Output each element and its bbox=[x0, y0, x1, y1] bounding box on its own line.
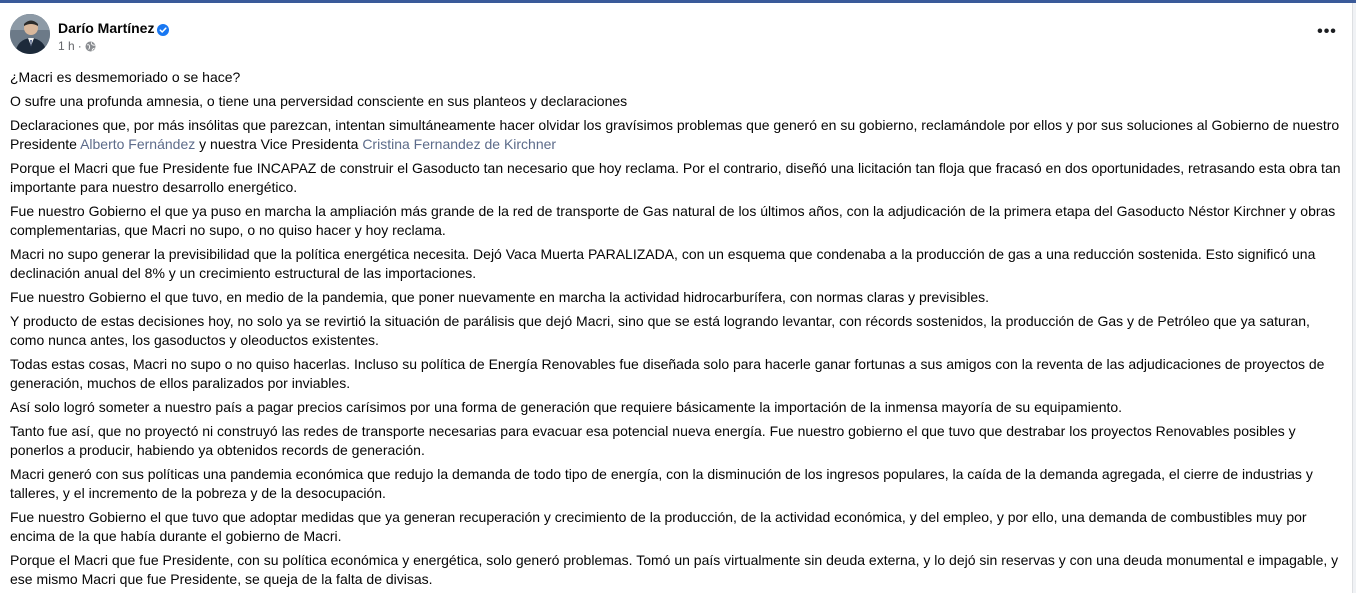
post-paragraph: Fue nuestro Gobierno el que tuvo, en medio de la pandemia, que poner nuevamente en marcha la actividad hidrocarburífera, con normas claras y previsibles. bbox=[10, 289, 990, 305]
paragraph-text: Declaraciones que, por más insólitas que parezcan, intentan simultáneamente hacer olvidar los gravísimos problemas que generó en su gobierno, reclamándole por ellos y por sus soluciones al Gobierno de nuestro Presidente bbox=[10, 117, 1340, 152]
post-paragraph: O sufre una profunda amnesia, o tiene una perversidad consciente en sus planteos y declaraciones bbox=[10, 93, 628, 109]
post-paragraph bbox=[10, 116, 1342, 154]
post-paragraph: Porque el Macri que fue Presidente, con su política económica y energética, solo generó problemas. Tomó un país virtualmente sin deuda externa, y lo dejó sin reservas y con una deuda monumental e impagable, y ese mismo Macri que fue Presidente, se queja de la falta de divisas. bbox=[10, 552, 1339, 587]
post-paragraph: Tanto fue así, que no proyectó ni construyó las redes de transporte necesarias para evacuar esa potencial nueva energía. Fue nuestro gobierno el que tuvo que destrabar los proyectos Renovables posibles y ponerlos a producir, habiendo ya obtenidos records de generación. bbox=[10, 423, 1296, 458]
post-paragraph: Y producto de estas decisiones hoy, no solo ya se revirtió la situación de parálisis que dejó Macri, sino que se está logrando levantar, con récords sostenidos, la producción de Gas y de Petróleo que ya saturan, como nunca antes, los gasoductos y oleoductos existentes. bbox=[10, 313, 1310, 348]
mention-alberto-fernandez[interactable]: Alberto Fernández bbox=[80, 136, 196, 152]
verified-badge-icon bbox=[157, 23, 169, 35]
post-card bbox=[0, 3, 1353, 593]
post-paragraph: Macri generó con sus políticas una pandemia económica que redujo la demanda de todo tipo de energía, con la disminución de los ingresos populares, la caída de la demanda agregada, el cierre de industrias y talleres, y el incremento de la pobreza y de la desocupación. bbox=[10, 466, 1313, 501]
post-meta bbox=[58, 39, 96, 53]
author-name[interactable]: Darío Martínez bbox=[58, 20, 155, 36]
post-timestamp[interactable]: 1 h bbox=[58, 39, 75, 53]
more-options-icon[interactable]: ••• bbox=[1317, 23, 1337, 40]
post-paragraph: Macri no supo generar la previsibilidad que la política energética necesita. Dejó Vaca Muerta PARALIZADA, con un esquema que condenaba a la producción de gas a una reducción sostenida. Esto significó una declinación anual del 8% y un crecimiento estructural de las importaciones. bbox=[10, 246, 1316, 281]
post-paragraph: Así solo logró someter a nuestro país a pagar precios carísimos por una forma de generación que requiere básicamente la importación de la inmensa mayoría de su equipamiento. bbox=[10, 399, 1123, 415]
post-body bbox=[10, 68, 1342, 594]
post-paragraph: Fue nuestro Gobierno el que tuvo que adoptar medidas que ya generan recuperación y crecimiento de la producción, de la actividad económica, y del empleo, y por ello, una demanda de combustibles muy por encima de la que había durante el gobierno de Macri. bbox=[10, 509, 1307, 544]
paragraph-text: y nuestra Vice Presidenta bbox=[195, 136, 363, 152]
post-paragraph: Todas estas cosas, Macri no supo o no quiso hacerlas. Incluso su política de Energía Renovables fue diseñada solo para hacerle ganar fortunas a sus amigos con la reventa de las adjudicaciones de proyectos de generación, muchos de ellos paralizados por inviables. bbox=[10, 356, 1325, 391]
author-avatar[interactable] bbox=[10, 14, 50, 54]
mention-cristina-fernandez[interactable]: Cristina Fernandez de Kirchner bbox=[362, 136, 557, 152]
author-line bbox=[58, 20, 169, 37]
post-paragraph: ¿Macri es desmemoriado o se hace? bbox=[10, 69, 241, 85]
post-paragraph: Fue nuestro Gobierno el que ya puso en marcha la ampliación más grande de la red de transporte de Gas natural de los últimos años, con la adjudicación de la primera etapa del Gasoducto Néstor Kirchner y obras complementarias, que Macri no supo, o no quiso hacer y hoy reclama. bbox=[10, 203, 1336, 238]
post-paragraph: Porque el Macri que fue Presidente fue INCAPAZ de construir el Gasoducto tan necesario que hoy reclama. Por el contrario, diseñó una licitación tan floja que fracasó en dos oportunidades, retrasando esta obra tan importante para nuestro desarrollo energético. bbox=[10, 160, 1341, 195]
meta-separator: · bbox=[77, 39, 82, 53]
globe-icon[interactable] bbox=[85, 41, 96, 52]
